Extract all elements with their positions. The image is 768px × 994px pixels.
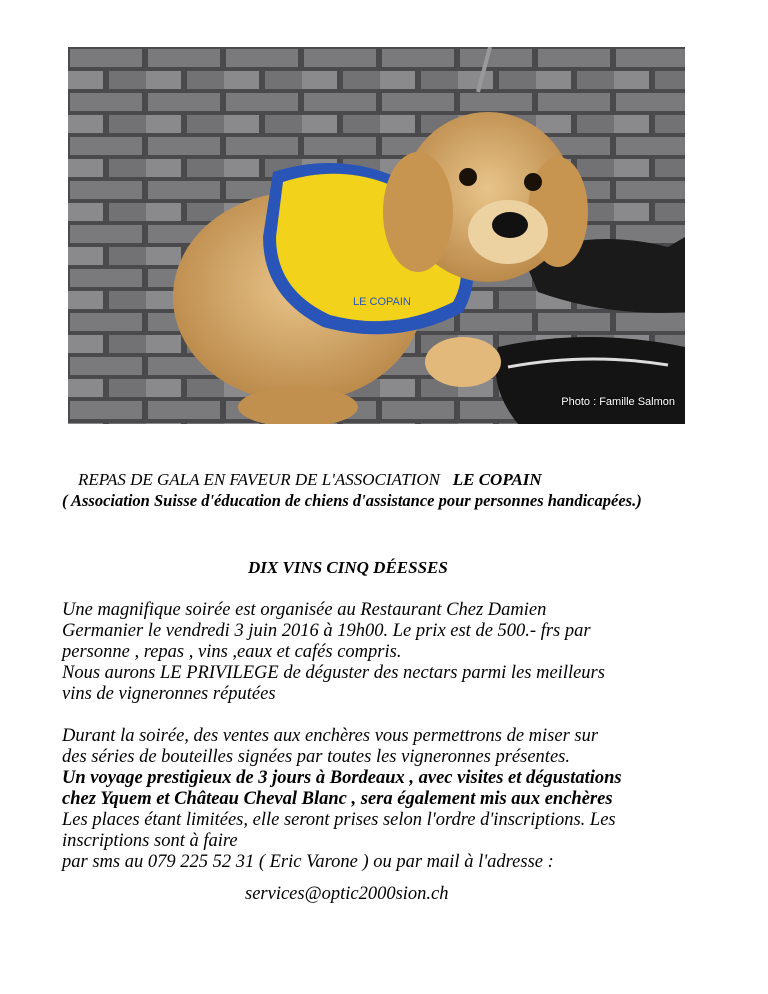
paragraph-auction: [62, 726, 622, 873]
association-subtitle: ( Association Suisse d'éducation de chiens d'assistance pour personnes handicapées.): [62, 491, 642, 510]
contact-email[interactable]: services@optic2000sion.ch: [245, 884, 449, 904]
text-line: inscriptions sont à faire: [62, 831, 238, 851]
text-line-bold: Un voyage prestigieux de 3 jours à Bordeaux , avec visites et dégustations: [62, 768, 622, 788]
photo-credit: Photo : Famille Salmon: [561, 396, 675, 408]
puppy-illustration: [68, 47, 685, 424]
text-line: personne , repas , vins ,eaux et cafés compris.: [62, 642, 402, 662]
paragraph-description: [62, 600, 605, 705]
text-line: des séries de bouteilles signées par toutes les vigneronnes présentes.: [62, 747, 570, 767]
text-line: Durant la soirée, des ventes aux enchères vous permettrons de miser sur: [62, 726, 599, 746]
svg-text:LE COPAIN: LE COPAIN: [353, 296, 411, 308]
title-prefix: REPAS DE GALA EN FAVEUR DE L'ASSOCIATION: [78, 470, 440, 489]
text-line: Germanier le vendredi 3 juin 2016 à 19h00. Le prix est de 500.- frs par: [62, 621, 591, 641]
dog-photo: [68, 47, 685, 424]
event-title: [78, 469, 542, 490]
text-line: par sms au 079 225 52 31 ( Eric Varone ) ou par mail à l'adresse :: [62, 852, 554, 872]
text-line: Une magnifique soirée est organisée au Restaurant Chez Damien: [62, 600, 547, 620]
event-heading: DIX VINS CINQ DÉESSES: [248, 558, 448, 577]
text-line: Les places étant limitées, elle seront prises selon l'ordre d'inscriptions. Les: [62, 810, 616, 830]
text-line: vins de vigneronnes réputées: [62, 684, 276, 704]
text-line: Nous aurons LE PRIVILEGE de déguster des nectars parmi les meilleurs: [62, 663, 605, 683]
association-name: LE COPAIN: [452, 470, 542, 489]
text-line-bold: chez Yquem et Château Cheval Blanc , sera également mis aux enchères: [62, 789, 613, 809]
